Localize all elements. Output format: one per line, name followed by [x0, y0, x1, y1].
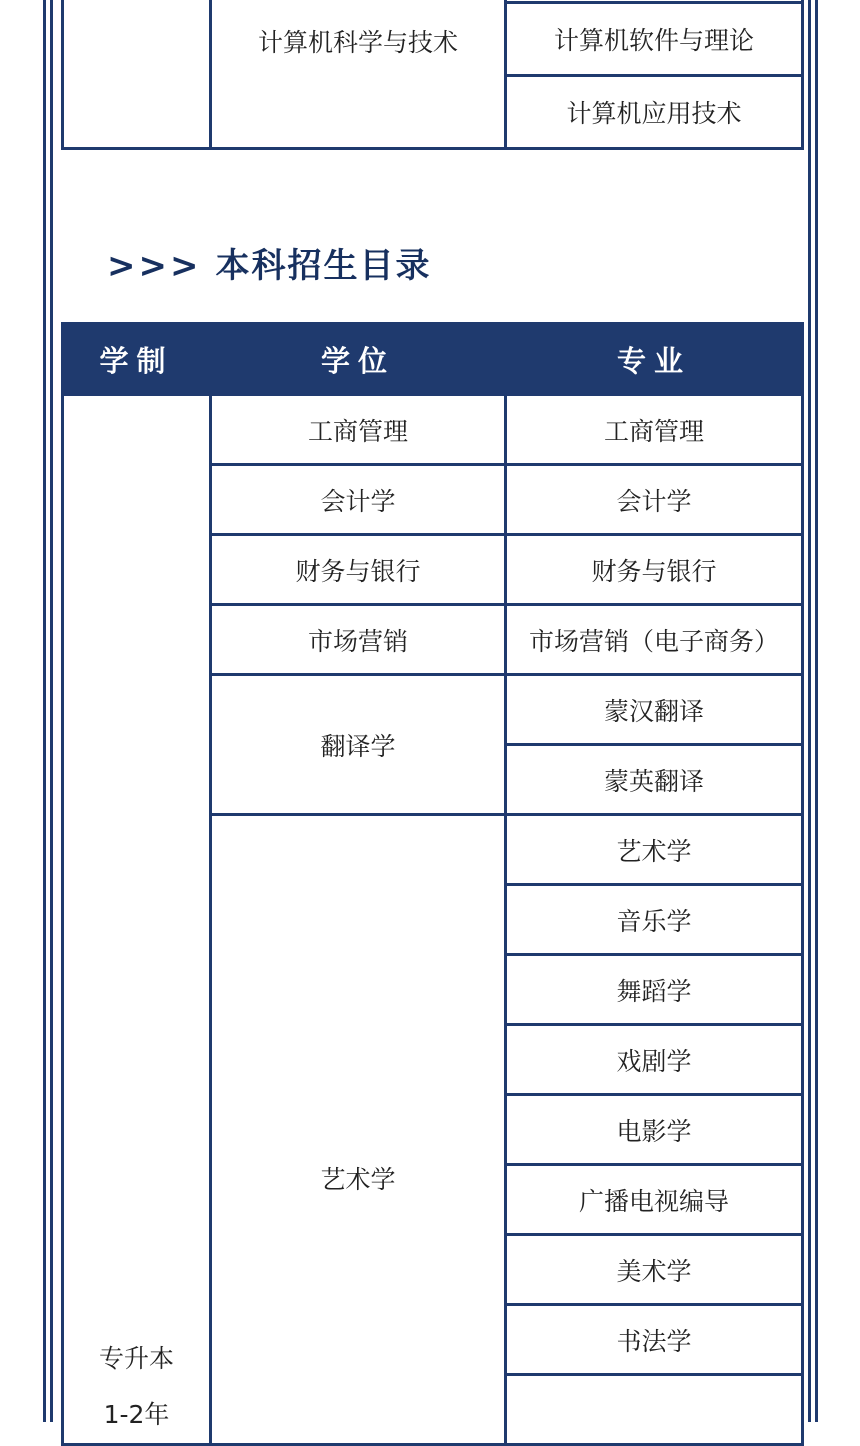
major-cell: 会计学: [506, 465, 803, 535]
section-heading: [107, 238, 431, 287]
major-cell: 艺术学: [506, 815, 803, 885]
header-degree: 学位: [211, 324, 506, 395]
heading-arrows: >>>: [107, 246, 202, 286]
duration-line-1: 专升本: [98, 1344, 174, 1373]
degree-cell: 工商管理: [211, 395, 506, 465]
degree-cell: 会计学: [211, 465, 506, 535]
major-cell-empty: [506, 1375, 803, 1445]
frame-line-left-outer: [43, 0, 46, 1422]
major-cell: 舞蹈学: [506, 955, 803, 1025]
table-cell-degree: [211, 0, 506, 149]
table-cell-empty: [63, 0, 211, 149]
table-cell-major: [506, 3, 803, 76]
degree-cell: 市场营销: [211, 605, 506, 675]
degree-cell-art: [211, 815, 506, 1445]
major-cell: 蒙汉翻译: [506, 675, 803, 745]
table-header-row: [63, 324, 803, 395]
degree-label: 艺术学: [320, 1165, 396, 1194]
frame-line-right-inner: [808, 0, 811, 1422]
major-cell: 广播电视编导: [506, 1165, 803, 1235]
heading-text: 本科招生目录: [215, 246, 432, 286]
frame-line-left-inner: [50, 0, 53, 1422]
major-cell: 美术学: [506, 1235, 803, 1305]
header-major: 专业: [506, 324, 803, 395]
major-cell: 市场营销（电子商务）: [506, 605, 803, 675]
duration-cell: [63, 395, 211, 1445]
duration-line-2: 1-2年: [103, 1400, 170, 1429]
frame-line-right-outer: [815, 0, 818, 1422]
degree-cell: 财务与银行: [211, 535, 506, 605]
major-cell: 戏剧学: [506, 1025, 803, 1095]
major-cell: 电影学: [506, 1095, 803, 1165]
major-label: 计算机应用技术: [566, 99, 742, 128]
header-duration: 学制: [63, 324, 211, 395]
major-cell: 音乐学: [506, 885, 803, 955]
major-cell: 蒙英翻译: [506, 745, 803, 815]
undergrad-catalog-table: [61, 322, 804, 1446]
previous-catalog-table: [61, 0, 804, 150]
major-cell: 财务与银行: [506, 535, 803, 605]
degree-label: 计算机科学与技术: [257, 28, 458, 57]
major-cell: 书法学: [506, 1305, 803, 1375]
major-cell: 工商管理: [506, 395, 803, 465]
table-cell-major: [506, 76, 803, 149]
major-label: 计算机软件与理论: [553, 26, 754, 55]
degree-cell: 翻译学: [211, 675, 506, 815]
table-row: [63, 395, 803, 465]
